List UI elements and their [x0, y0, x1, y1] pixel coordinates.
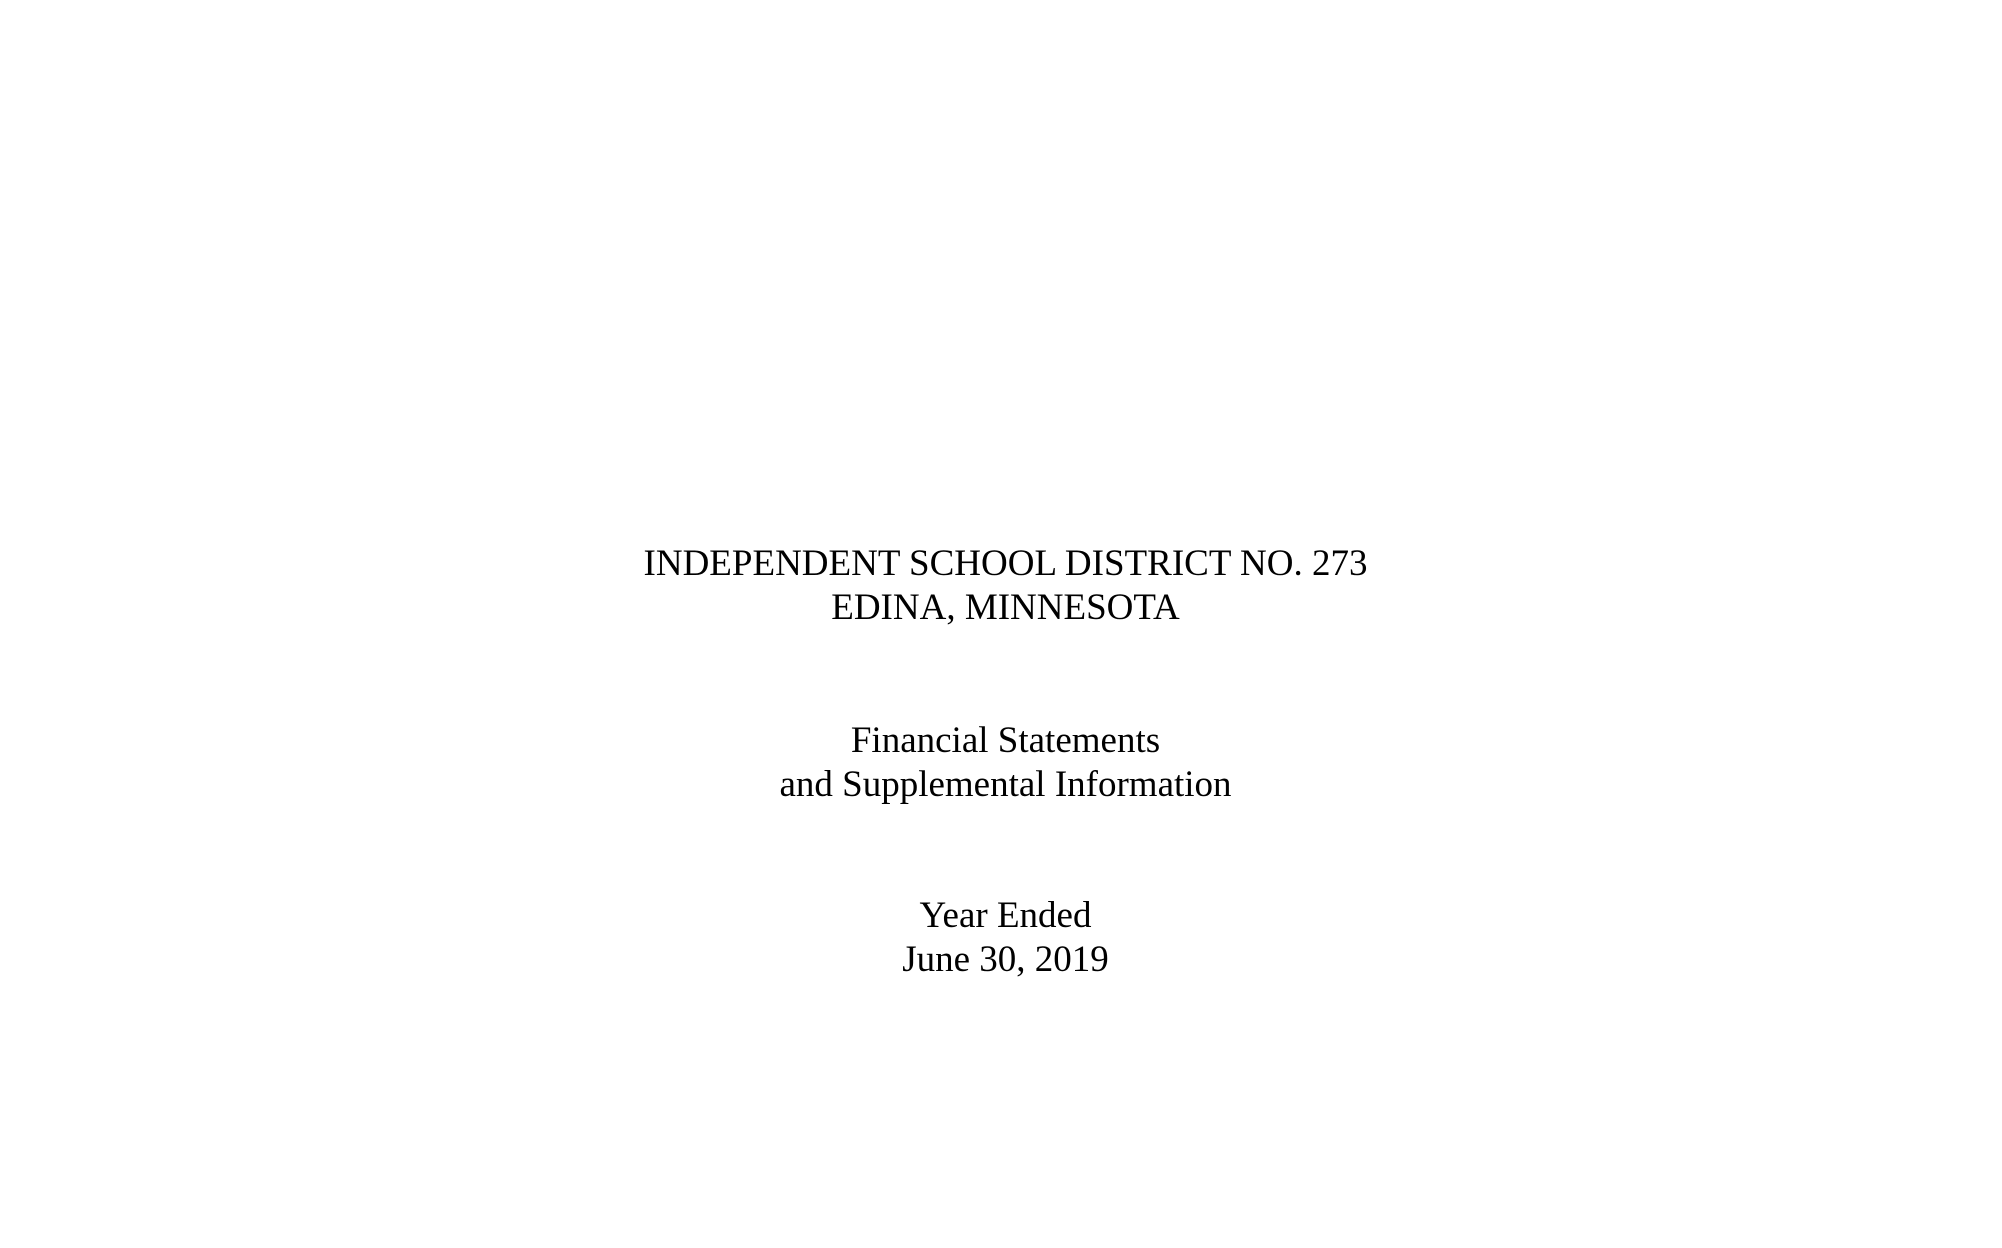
report-period: [0, 894, 2002, 982]
district-heading: [0, 542, 2002, 630]
district-location: EDINA, MINNESOTA: [831, 587, 1180, 628]
report-period-line-1: Year Ended: [919, 895, 1092, 936]
report-title-line-2: and Supplemental Information: [779, 764, 1232, 805]
report-period-line-2: June 30, 2019: [902, 939, 1109, 980]
report-title-line-1: Financial Statements: [850, 720, 1161, 761]
district-name: INDEPENDENT SCHOOL DISTRICT NO. 273: [643, 543, 1368, 584]
report-title: [0, 719, 2002, 807]
